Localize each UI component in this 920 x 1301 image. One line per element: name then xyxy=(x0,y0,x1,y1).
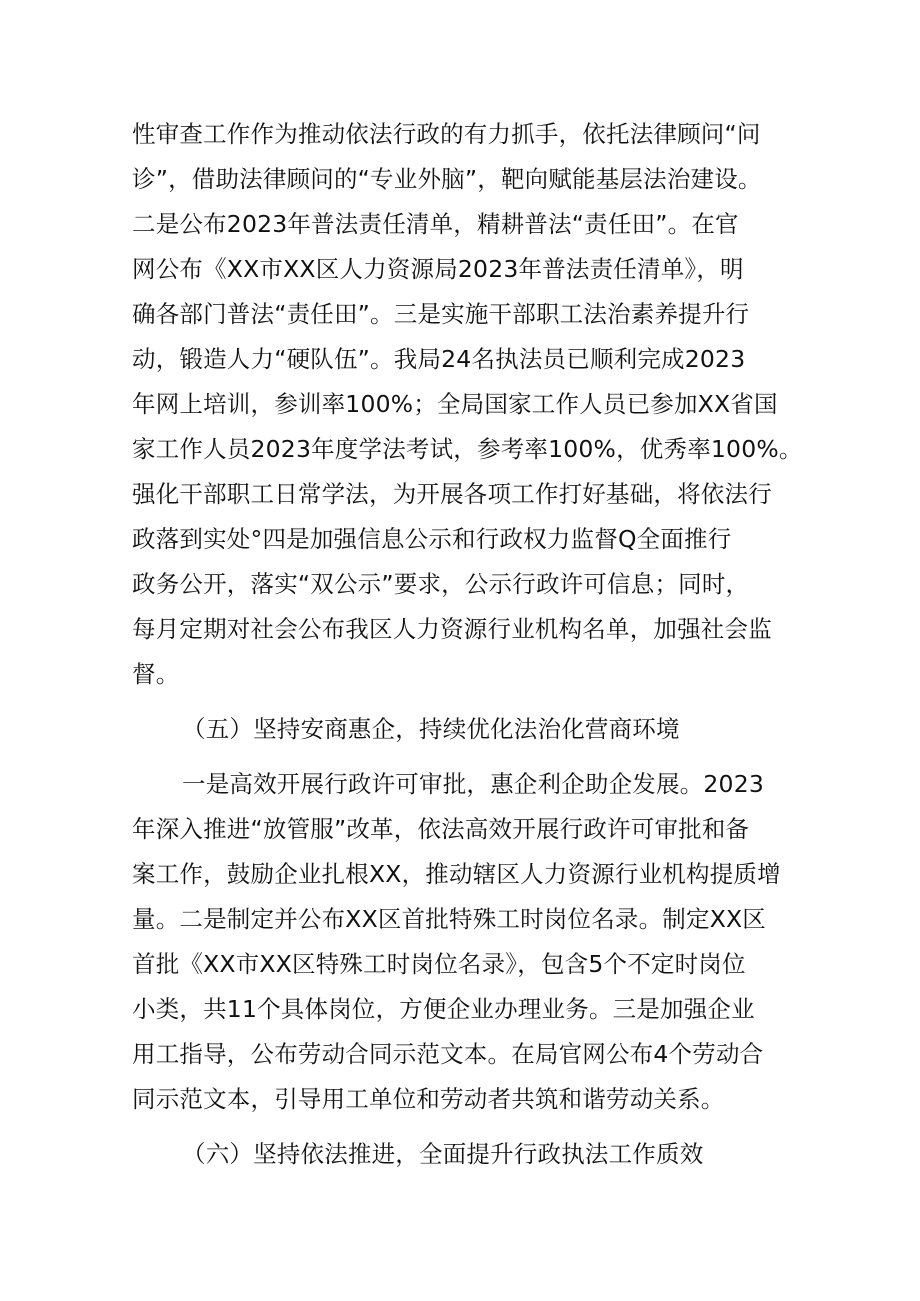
text-line: 家工作人员2023年度学法考试，参考率100%，优秀率100%。 xyxy=(132,435,803,463)
text-line: 网公布《XX市XX区人力资源局2023年普法责任清单》，明 xyxy=(132,255,744,283)
paragraph-first-line: 一是高效开展行政许可审批，惠企利企助企发展。2023 xyxy=(182,770,765,798)
text-line: 强化干部职工日常学法，为开展各项工作打好基础，将依法行 xyxy=(132,480,772,508)
text-line: 年网上培训，参训率100%；全局国家工作人员已参加XX省国 xyxy=(132,390,778,418)
text-line: 首批《XX市XX区特殊工时岗位名录》，包含5个不定时岗位 xyxy=(132,950,746,978)
text-line: 政落到实处°四是加强信息公示和行政权力监督Q全面推行 xyxy=(132,525,732,553)
text-line: 同示范文本，引导用工单位和劳动者共筑和谐劳动关系。 xyxy=(132,1085,725,1113)
text-line: 量。二是制定并公布XX区首批特殊工时岗位名录。制定XX区 xyxy=(132,905,766,933)
section-heading: （六）坚持依法推进，全面提升行政执法工作质效 xyxy=(182,1140,704,1168)
text-line: 性审查工作作为推动依法行政的有力抓手，依托法律顾问“问 xyxy=(132,120,761,148)
text-line: 用工指导，公布劳动合同示范文本。在局官网公布4个劳动合 xyxy=(132,1040,764,1068)
text-line: 案工作，鼓励企业扎根XX，推动辖区人力资源行业机构提质增 xyxy=(132,860,781,888)
text-line: 年深入推进“放管服”改革，依法高效开展行政许可审批和备 xyxy=(132,815,750,843)
text-line: 二是公布2023年普法责任清单，精耕普法“责任田”。在官 xyxy=(132,210,739,238)
text-line: 小类，共11个具体岗位，方便企业办理业务。三是加强企业 xyxy=(132,995,755,1023)
text-line: 政务公开，落实“双公示”要求，公示行政许可信息；同时， xyxy=(132,570,750,598)
text-line: 诊”，借助法律顾问的“专业外脑”，靶向赋能基层法治建设。 xyxy=(132,165,762,193)
text-line: 动，锻造人力“硬队伍”。我局24名执法员已顺利完成2023 xyxy=(132,345,746,373)
section-heading: （五）坚持安商惠企，持续优化法治化营商环境 xyxy=(182,715,680,743)
text-line: 确各部门普法“责任田”。三是实施干部职工法治素养提升行 xyxy=(132,300,750,328)
text-line: 督。 xyxy=(132,660,180,688)
text-line: 每月定期对社会公布我区人力资源行业机构名单，加强社会监 xyxy=(132,615,772,643)
